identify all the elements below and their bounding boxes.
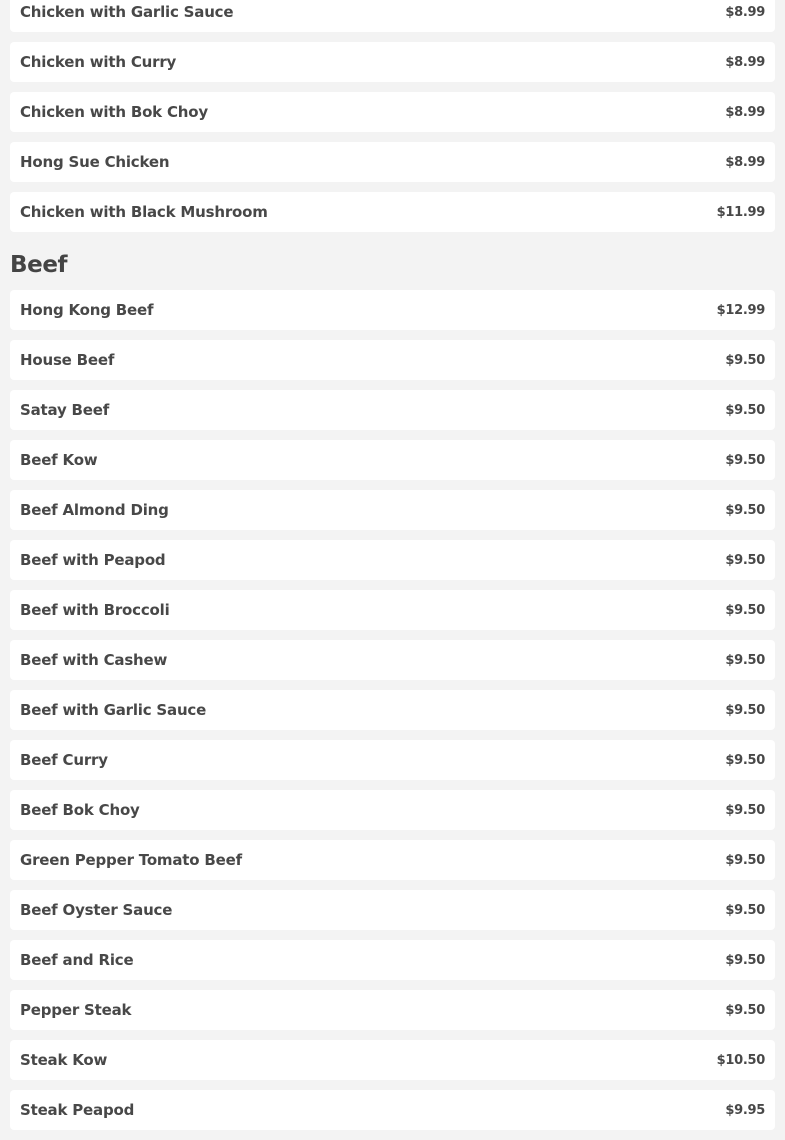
- menu-item[interactable]: [10, 590, 775, 630]
- menu-item-name: Beef Curry: [20, 751, 108, 769]
- menu-item-price: $9.50: [725, 552, 765, 568]
- menu-item-price: $9.50: [725, 402, 765, 418]
- menu-item-price: $9.50: [725, 852, 765, 868]
- menu-item[interactable]: [10, 92, 775, 132]
- menu-item[interactable]: [10, 0, 775, 32]
- menu-item[interactable]: [10, 740, 775, 780]
- menu-item[interactable]: [10, 490, 775, 530]
- menu-item-price: $12.99: [716, 302, 765, 318]
- menu-item[interactable]: [10, 540, 775, 580]
- menu-list: [10, 0, 775, 1140]
- menu-item-price: $9.50: [725, 652, 765, 668]
- menu-item-price: $8.99: [725, 4, 765, 20]
- menu-item[interactable]: [10, 390, 775, 430]
- menu-item-name: Beef with Broccoli: [20, 601, 170, 619]
- menu-item-price: $9.50: [725, 352, 765, 368]
- menu-item-price: $9.50: [725, 702, 765, 718]
- menu-item-name: Steak Kow: [20, 1051, 108, 1069]
- menu-item-name: Beef and Rice: [20, 951, 134, 969]
- menu-item-price: $9.50: [725, 502, 765, 518]
- menu-item[interactable]: [10, 790, 775, 830]
- menu-item[interactable]: [10, 940, 775, 980]
- menu-item-name: Chicken with Black Mushroom: [20, 203, 268, 221]
- menu-item-name: Chicken with Curry: [20, 53, 177, 71]
- menu-item[interactable]: [10, 192, 775, 232]
- menu-item-name: Hong Kong Beef: [20, 301, 154, 319]
- menu-item[interactable]: [10, 890, 775, 930]
- menu-item-name: Hong Sue Chicken: [20, 153, 170, 171]
- menu-item[interactable]: [10, 840, 775, 880]
- menu-item[interactable]: [10, 290, 775, 330]
- menu-item-name: Beef Bok Choy: [20, 801, 140, 819]
- menu-item[interactable]: [10, 42, 775, 82]
- menu-item-price: $9.50: [725, 752, 765, 768]
- menu-item-name: Steak Peapod: [20, 1101, 135, 1119]
- menu-item[interactable]: [10, 640, 775, 680]
- menu-item-price: $9.50: [725, 452, 765, 468]
- menu-item-name: Beef with Peapod: [20, 551, 166, 569]
- menu-item-price: $9.95: [725, 1102, 765, 1118]
- menu-item[interactable]: [10, 142, 775, 182]
- menu-item-price: $8.99: [725, 104, 765, 120]
- menu-item-name: Chicken with Bok Choy: [20, 103, 208, 121]
- menu-item-name: Beef Kow: [20, 451, 98, 469]
- menu-item[interactable]: [10, 990, 775, 1030]
- menu-item-name: Pepper Steak: [20, 1001, 132, 1019]
- menu-item-price: $9.50: [725, 902, 765, 918]
- menu-item-name: Beef Almond Ding: [20, 501, 169, 519]
- menu-item-price: $9.50: [725, 802, 765, 818]
- menu-item-name: Green Pepper Tomato Beef: [20, 851, 242, 869]
- menu-item-price: $11.99: [716, 204, 765, 220]
- menu-item-price: $9.50: [725, 602, 765, 618]
- menu-item-price: $10.50: [716, 1052, 765, 1068]
- menu-item[interactable]: [10, 690, 775, 730]
- menu-item[interactable]: [10, 1040, 775, 1080]
- menu-item[interactable]: [10, 1090, 775, 1130]
- menu-item[interactable]: [10, 340, 775, 380]
- menu-item-name: Beef with Cashew: [20, 651, 168, 669]
- section-title-beef: Beef: [10, 252, 68, 278]
- menu-item-price: $9.50: [725, 952, 765, 968]
- menu-item[interactable]: [10, 440, 775, 480]
- menu-item-price: $8.99: [725, 54, 765, 70]
- menu-item-name: Beef with Garlic Sauce: [20, 701, 207, 719]
- menu-item-name: Satay Beef: [20, 401, 110, 419]
- menu-item-price: $9.50: [725, 1002, 765, 1018]
- menu-item-name: Beef Oyster Sauce: [20, 901, 173, 919]
- menu-item-name: House Beef: [20, 351, 115, 369]
- menu-item-price: $8.99: [725, 154, 765, 170]
- menu-item-name: Chicken with Garlic Sauce: [20, 3, 234, 21]
